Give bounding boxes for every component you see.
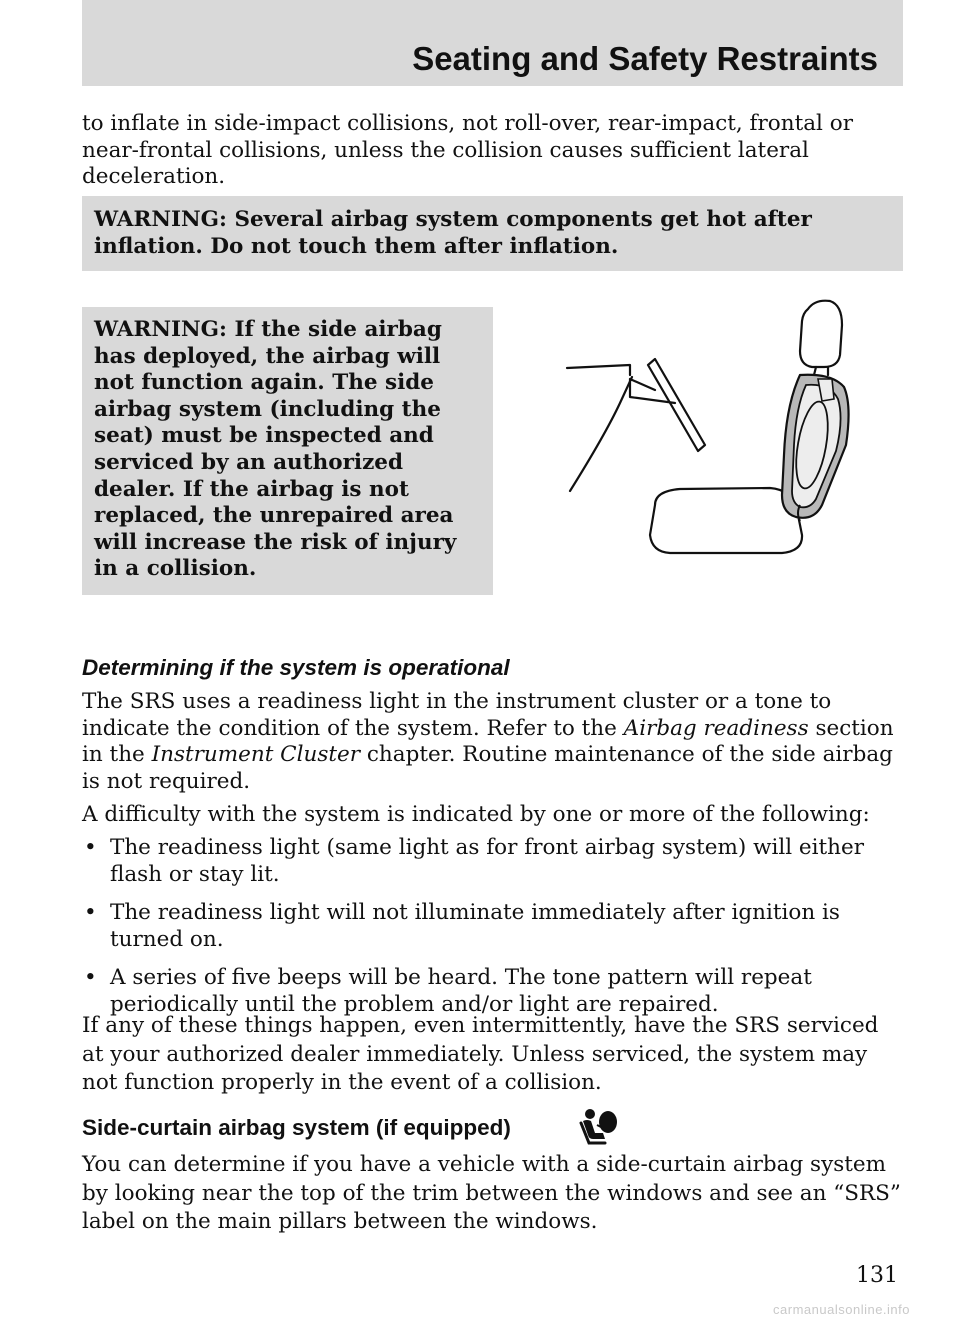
heading-operational: Determining if the system is operational [82,655,510,680]
intro-paragraph: to inflate in side-impact collisions, not roll-over, rear-impact, frontal or near-frontal collisions, unless the collision causes sufficient lateral deceleration. [82,111,853,189]
list-item: • The readiness light will not illuminate immediately after ignition is turned on. [84,900,840,952]
difficulty-list [82,835,902,1030]
list-item: • The readiness light (same light as for front airbag system) will either flash or stay lit. [84,835,865,887]
warning-text-deployed: WARNING: If the side airbag has deployed, the airbag will not function again. The side airbag system (including the seat) must be inspected and serviced by an authorized dealer. If the airbag is not replaced, the unrepaired area will increase the risk of injury in a collision. [94,317,457,582]
list-item: • A series of five beeps will be heard. The tone pattern will repeat periodically until the problem and/or light are repaired. [84,965,812,1017]
side-airbag-seat-illustration [560,295,850,565]
warning-text-hot: WARNING: Several airbag system components get hot after inflation. Do not touch them after inflation. [94,207,812,259]
page-number: 131 [856,1263,898,1288]
warning-box-hot-components [82,196,903,271]
heading-side-curtain: Side-curtain airbag system (if equipped) [82,1115,511,1140]
readiness-paragraph: The SRS uses a readiness light in the instrument cluster or a tone to indicate the condition of the system. Refer to the Airbag readiness section in the Instrument Cluster chapter. Routine maintenance of the side airbag is not required. [82,689,894,794]
difficulty-paragraph: A difficulty with the system is indicated by one or more of the following: [82,802,870,827]
service-paragraph: If any of these things happen, even intermittently, have the SRS serviced at your authorized dealer immediately. Unless serviced, the system may not function properly in the event of a collision. [82,1013,879,1095]
watermark: carmanualsonline.info [773,1302,910,1317]
ref-instrument-cluster: Instrument Cluster [151,742,361,767]
warning-box-deployed [82,307,493,595]
side-curtain-paragraph: You can determine if you have a vehicle with a side-curtain airbag system by looking near the top of the trim between the windows and see an “SRS” label on the main pillars between the windows. [82,1152,901,1234]
airbag-warning-icon [577,1107,619,1147]
ref-airbag-readiness: Airbag readiness [623,715,809,741]
page-title: Seating and Safety Restraints [412,40,878,77]
